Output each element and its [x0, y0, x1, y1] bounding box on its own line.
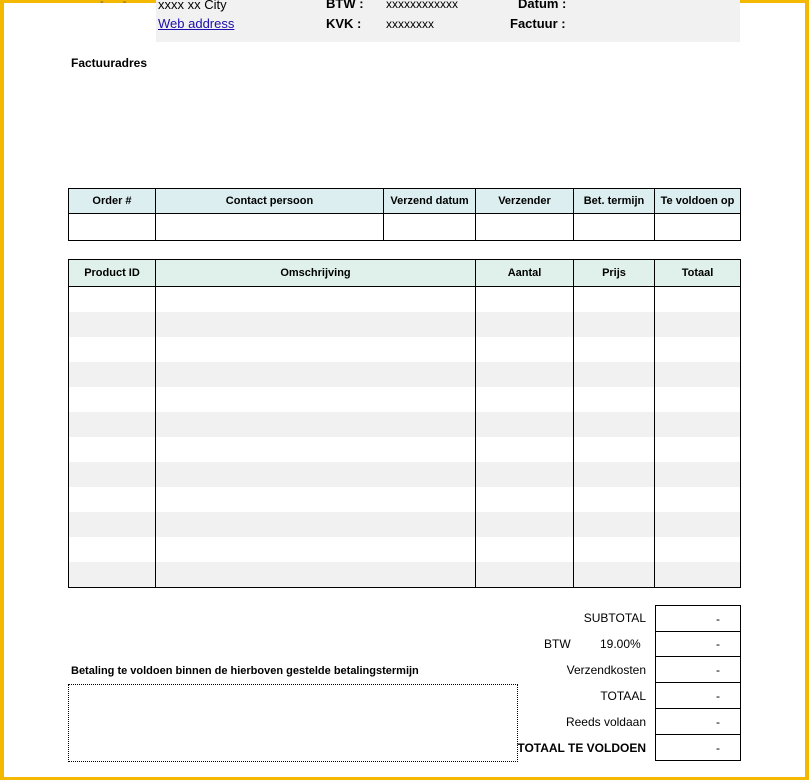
line-total-cell[interactable] [655, 437, 741, 462]
contact-person-header: Contact persoon [156, 189, 384, 214]
quantity-cell[interactable] [476, 387, 574, 412]
quantity-cell[interactable] [476, 362, 574, 387]
description-header: Omschrijving [156, 260, 476, 287]
line-total-cell[interactable] [655, 487, 741, 512]
quantity-cell[interactable] [476, 312, 574, 337]
description-cell[interactable] [156, 387, 476, 412]
payment-term-cell[interactable] [574, 214, 655, 241]
description-cell[interactable] [156, 362, 476, 387]
quantity-cell[interactable] [476, 462, 574, 487]
price-cell[interactable] [574, 362, 655, 387]
line-total-cell[interactable] [655, 412, 741, 437]
due-label: TOTAAL TE VOLDOEN [517, 741, 646, 755]
company-city: xxxx xx City [158, 0, 227, 12]
quantity-cell[interactable] [476, 537, 574, 562]
description-cell[interactable] [156, 437, 476, 462]
description-cell[interactable] [156, 462, 476, 487]
price-cell[interactable] [574, 287, 655, 313]
product-id-cell[interactable] [69, 337, 156, 362]
kvk-label: KVK : [326, 16, 362, 31]
subtotal-value: - [716, 612, 720, 626]
table-row [69, 412, 741, 437]
quantity-cell[interactable] [476, 512, 574, 537]
table-row [69, 487, 741, 512]
product-id-cell[interactable] [69, 562, 156, 588]
description-cell[interactable] [156, 412, 476, 437]
product-lines-table [68, 259, 741, 588]
line-total-cell[interactable] [655, 562, 741, 588]
subtotal-row [500, 605, 740, 631]
product-id-cell[interactable] [69, 537, 156, 562]
shipper-cell[interactable] [476, 214, 574, 241]
table-row [69, 462, 741, 487]
product-id-cell[interactable] [69, 437, 156, 462]
product-id-header: Product ID [69, 260, 156, 287]
product-id-cell[interactable] [69, 362, 156, 387]
total-value: - [716, 689, 720, 703]
payment-notes-box[interactable] [68, 684, 518, 762]
total-row [500, 683, 740, 709]
table-row [69, 537, 741, 562]
shipper-header: Verzender [476, 189, 574, 214]
line-total-cell[interactable] [655, 362, 741, 387]
total-label: TOTAAL [600, 689, 646, 703]
price-cell[interactable] [574, 562, 655, 588]
price-cell[interactable] [574, 312, 655, 337]
quantity-cell[interactable] [476, 487, 574, 512]
description-cell[interactable] [156, 487, 476, 512]
line-total-header: Totaal [655, 260, 741, 287]
due-value: - [716, 741, 720, 755]
datum-label: Datum : [518, 0, 567, 11]
description-cell[interactable] [156, 562, 476, 588]
subtotal-label: SUBTOTAL [583, 611, 646, 625]
totals-block [500, 605, 740, 761]
line-total-cell[interactable] [655, 287, 741, 313]
btw-value: xxxxxxxxxxxx [386, 0, 458, 11]
line-total-cell[interactable] [655, 312, 741, 337]
due-date-header: Te voldoen op [655, 189, 741, 214]
quantity-cell[interactable] [476, 412, 574, 437]
payment-note: Betaling te voldoen binnen de hierboven gestelde betalingstermijn [71, 665, 419, 677]
quantity-header: Aantal [476, 260, 574, 287]
price-cell[interactable] [574, 512, 655, 537]
table-row [69, 337, 741, 362]
contact-person-cell[interactable] [156, 214, 384, 241]
table-row [69, 437, 741, 462]
frame-right-border [805, 0, 809, 780]
web-address-link[interactable]: Web address [158, 16, 235, 31]
description-cell[interactable] [156, 287, 476, 313]
subtotal-box[interactable] [655, 605, 741, 632]
due-row [500, 735, 740, 761]
order-number-cell[interactable] [69, 214, 156, 241]
order-info-table [68, 188, 741, 241]
shipping-row [500, 657, 740, 683]
product-id-cell[interactable] [69, 312, 156, 337]
description-cell[interactable] [156, 512, 476, 537]
price-cell[interactable] [574, 487, 655, 512]
description-cell[interactable] [156, 312, 476, 337]
table-row [69, 387, 741, 412]
kvk-value: xxxxxxxx [386, 17, 434, 31]
table-row [69, 562, 741, 588]
order-number-header: Order # [69, 189, 156, 214]
payment-term-header: Bet. termijn [574, 189, 655, 214]
btw-row-label: BTW [544, 637, 571, 651]
price-header: Prijs [574, 260, 655, 287]
product-rows [69, 287, 741, 588]
line-total-cell[interactable] [655, 337, 741, 362]
shipping-value: - [716, 663, 720, 677]
product-id-cell[interactable] [69, 462, 156, 487]
billing-address-title: Factuuradres [71, 56, 148, 70]
quantity-cell[interactable] [476, 562, 574, 588]
product-id-cell[interactable] [69, 412, 156, 437]
price-cell[interactable] [574, 462, 655, 487]
description-cell[interactable] [156, 537, 476, 562]
shipping-label: Verzendkosten [566, 663, 646, 677]
quantity-cell[interactable] [476, 437, 574, 462]
factuur-label: Factuur : [510, 16, 566, 31]
btw-percentage: 19.00% [600, 637, 641, 651]
price-cell[interactable] [574, 387, 655, 412]
line-total-cell[interactable] [655, 462, 741, 487]
quantity-cell[interactable] [476, 287, 574, 313]
btw-label: BTW : [326, 0, 364, 11]
btw-row [500, 631, 740, 657]
line-total-cell[interactable] [655, 537, 741, 562]
quantity-cell[interactable] [476, 337, 574, 362]
shipping-box[interactable] [655, 657, 741, 683]
price-cell[interactable] [574, 537, 655, 562]
paid-label: Reeds voldaan [565, 715, 646, 729]
paid-row [500, 709, 740, 735]
total-box[interactable] [655, 683, 741, 709]
paid-value: - [716, 715, 720, 729]
price-cell[interactable] [574, 437, 655, 462]
table-row [69, 312, 741, 337]
btw-amount: - [716, 637, 720, 651]
table-row [69, 287, 741, 313]
line-total-cell[interactable] [655, 512, 741, 537]
product-id-cell[interactable] [69, 387, 156, 412]
ship-date-cell[interactable] [384, 214, 476, 241]
due-date-cell[interactable] [655, 214, 741, 241]
table-row [69, 362, 741, 387]
price-cell[interactable] [574, 412, 655, 437]
btw-box[interactable] [655, 631, 741, 657]
line-total-cell[interactable] [655, 387, 741, 412]
product-id-cell[interactable] [69, 512, 156, 537]
paid-box[interactable] [655, 709, 741, 735]
product-id-cell[interactable] [69, 287, 156, 313]
due-box[interactable] [655, 735, 741, 761]
ship-date-header: Verzend datum [384, 189, 476, 214]
product-id-cell[interactable] [69, 487, 156, 512]
decorative-marks: - - [100, 0, 135, 8]
frame-left-border [0, 0, 4, 780]
table-row [69, 512, 741, 537]
description-cell[interactable] [156, 337, 476, 362]
price-cell[interactable] [574, 337, 655, 362]
